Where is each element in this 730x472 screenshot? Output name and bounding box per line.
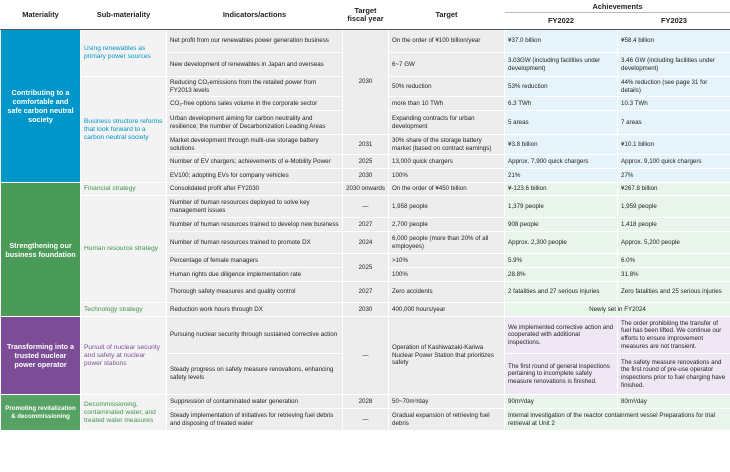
- target: 50~70m³/day: [389, 395, 505, 409]
- fy2023-value: ¥58.4 billion: [618, 30, 730, 53]
- achievement-merged: Newly set in FY2024: [505, 303, 730, 317]
- indicator: Reducing CO₂emissions from the retailed power from FY2013 levels: [167, 77, 343, 97]
- target: Operation of Kashiwazaki-Kariwa Nuclear Power Station that prioritizes safety: [389, 317, 505, 395]
- indicator: Pursuing nuclear security through sustained corrective action: [167, 317, 343, 354]
- fy2023-value: 10.3 TWh: [618, 97, 730, 111]
- indicator: Number of human resources deployed to solve key management issues: [167, 196, 343, 218]
- target-year: —: [343, 196, 389, 218]
- indicator: Urban development aiming for carbon neutrality and resilience; the number of Decarbonization Leading Areas: [167, 111, 343, 135]
- fy2023-value: The order prohibiting the transfer of fuel has been lifted. We continue our efforts to ensure improvement measures are not transient.: [618, 317, 730, 354]
- fy2022-value: 5.9%: [505, 254, 618, 268]
- target: Gradual expansion of retrieving fuel debris: [389, 409, 505, 431]
- fy2023-value: ¥10.1 billion: [618, 135, 730, 155]
- sub-human-resource-strategy: Human resource strategy: [81, 196, 167, 303]
- fy2023-value: 1,418 people: [618, 218, 730, 232]
- target: 30% share of the storage battery market (based on contract earnings): [389, 135, 505, 155]
- target-year: —: [343, 317, 389, 395]
- header-indicators: Indicators/actions: [167, 1, 343, 30]
- fy2023-value: 80m³/day: [618, 395, 730, 409]
- target-year: 2030: [343, 30, 389, 135]
- fy2022-value: 1,379 people: [505, 196, 618, 218]
- sub-renewables: Using renewables as primary power sources: [81, 30, 167, 77]
- sub-business-structure: Business structure reforms that look forward to a carbon neutral society: [81, 77, 167, 183]
- target: 50% reduction: [389, 77, 505, 97]
- target: >10%: [389, 254, 505, 268]
- target: 6,000 people (more than 20% of all employees): [389, 232, 505, 254]
- indicator: Suppression of contaminated water generation: [167, 395, 343, 409]
- target-year: —: [343, 409, 389, 431]
- header-achievements: Achievements: [505, 1, 730, 13]
- sub-decommissioning: Decommissioning, contaminated water, and treated water measures: [81, 395, 167, 431]
- target: On the order of ¥100 billion/year: [389, 30, 505, 53]
- target: 13,000 quick chargers: [389, 155, 505, 169]
- indicator: EV100; adopting EVs for company vehicles: [167, 169, 343, 183]
- target-year: 2027: [343, 282, 389, 303]
- fy2023-value: Approx. 5,200 people: [618, 232, 730, 254]
- fy2023-value: The safety measure renovations and the first round of pre-use operator inspections prior to fuel charging have finished.: [618, 354, 730, 395]
- indicator: Steady implementation of initiatives for retrieving fuel debris and disposing of treated water: [167, 409, 343, 431]
- fy2022-value: Approx. 2,300 people: [505, 232, 618, 254]
- fy2022-value: ¥37.0 billion: [505, 30, 618, 53]
- indicator: Consolidated profit after FY2030: [167, 183, 343, 196]
- fy2023-value: 27%: [618, 169, 730, 183]
- header-materiality: Materiality: [1, 1, 81, 30]
- indicator: Thorough safety measures and quality control: [167, 282, 343, 303]
- indicator: Number of human resources trained to promote DX: [167, 232, 343, 254]
- fy2022-value: 6.3 TWh: [505, 97, 618, 111]
- indicator: Number of human resources trained to develop new business: [167, 218, 343, 232]
- indicator: CO₂-free options sales volume in the corporate sector: [167, 97, 343, 111]
- target-year: 2025: [343, 155, 389, 169]
- fy2023-value: 1,959 people: [618, 196, 730, 218]
- target: 400,000 hours/year: [389, 303, 505, 317]
- indicator: Net profit from our renewables power generation business: [167, 30, 343, 53]
- fy2022-value: 5 areas: [505, 111, 618, 135]
- header-target-year: Target fiscal year: [343, 1, 389, 30]
- fy2023-value: 44% reduction (see page 31 for details): [618, 77, 730, 97]
- target-year: 2025: [343, 254, 389, 282]
- target: 1,958 people: [389, 196, 505, 218]
- fy2022-value: ¥3.8 billion: [505, 135, 618, 155]
- materiality-business-foundation: Strengthening our business foundation: [1, 183, 81, 317]
- target-year: 2031: [343, 135, 389, 155]
- header-target: Target: [389, 1, 505, 30]
- target: 100%: [389, 169, 505, 183]
- target-year: 2024: [343, 232, 389, 254]
- fy2023-value: Zero fatalities and 25 serious injuries: [618, 282, 730, 303]
- target: more than 10 TWh: [389, 97, 505, 111]
- fy2022-value: The first round of general inspections pertaining to incomplete safety measure renovations is finished.: [505, 354, 618, 395]
- header-sub-materiality: Sub-materiality: [81, 1, 167, 30]
- header-fy2022: FY2022: [505, 13, 618, 30]
- fy2023-value: 3.46 GW (including facilities under development): [618, 53, 730, 77]
- sub-financial-strategy: Financial strategy: [81, 183, 167, 196]
- fy2022-value: 53% reduction: [505, 77, 618, 97]
- target: On the order of ¥450 billion: [389, 183, 505, 196]
- indicator: Reduction work hours through DX: [167, 303, 343, 317]
- fy2023-value: 7 areas: [618, 111, 730, 135]
- fy2022-value: 28.8%: [505, 268, 618, 282]
- target: Zero accidents: [389, 282, 505, 303]
- indicator: Number of EV chargers; achievements of e-Mobility Power: [167, 155, 343, 169]
- materiality-carbon-neutral: Contributing to a comfortable and safe carbon neutral society: [1, 30, 81, 183]
- indicator: Percentage of female managers: [167, 254, 343, 268]
- fy2022-value: 3.03GW (including facilities under development): [505, 53, 618, 77]
- target: 100%: [389, 268, 505, 282]
- sub-technology-strategy: Technology strategy: [81, 303, 167, 317]
- materiality-nuclear: Transforming into a trusted nuclear power operator: [1, 317, 81, 395]
- fy2023-value: Approx. 9,100 quick chargers: [618, 155, 730, 169]
- materiality-revitalization: Promoting revitalization & decommissioning: [1, 395, 81, 431]
- target-year: 2030: [343, 169, 389, 183]
- fy2023-value: ¥267.8 billion: [618, 183, 730, 196]
- target: 6~7 GW: [389, 53, 505, 77]
- target-year: 2030: [343, 303, 389, 317]
- sub-nuclear-security: Pursuit of nuclear security and safety at nuclear power stations: [81, 317, 167, 395]
- indicator: Market development through multi-use storage battery solutions: [167, 135, 343, 155]
- fy2022-value: 21%: [505, 169, 618, 183]
- fy2022-value: Approx. 7,900 quick chargers: [505, 155, 618, 169]
- indicator: Steady progress on safety measure renovations, enhancing safety levels: [167, 354, 343, 395]
- indicator: Human rights due diligence implementation rate: [167, 268, 343, 282]
- fy2022-value: ¥-123.6 billion: [505, 183, 618, 196]
- target-year: 2030 onwards: [343, 183, 389, 196]
- fy2022-value: 908 people: [505, 218, 618, 232]
- fy2022-value: We implemented corrective action and cooperated with additional inspections.: [505, 317, 618, 354]
- target: Expanding contracts for urban development: [389, 111, 505, 135]
- target: 2,700 people: [389, 218, 505, 232]
- fy2022-value: 2 fatalities and 27 serious injuries: [505, 282, 618, 303]
- fy2022-value: 90m³/day: [505, 395, 618, 409]
- header-fy2023: FY2023: [618, 13, 730, 30]
- achievement-merged: Internal investigation of the reactor containment vessel Preparations for trial retrieval at Unit 2: [505, 409, 730, 431]
- fy2023-value: 6.0%: [618, 254, 730, 268]
- target-year: 2028: [343, 395, 389, 409]
- fy2023-value: 31.8%: [618, 268, 730, 282]
- target-year: 2027: [343, 218, 389, 232]
- indicator: New development of renewables in Japan and overseas: [167, 53, 343, 77]
